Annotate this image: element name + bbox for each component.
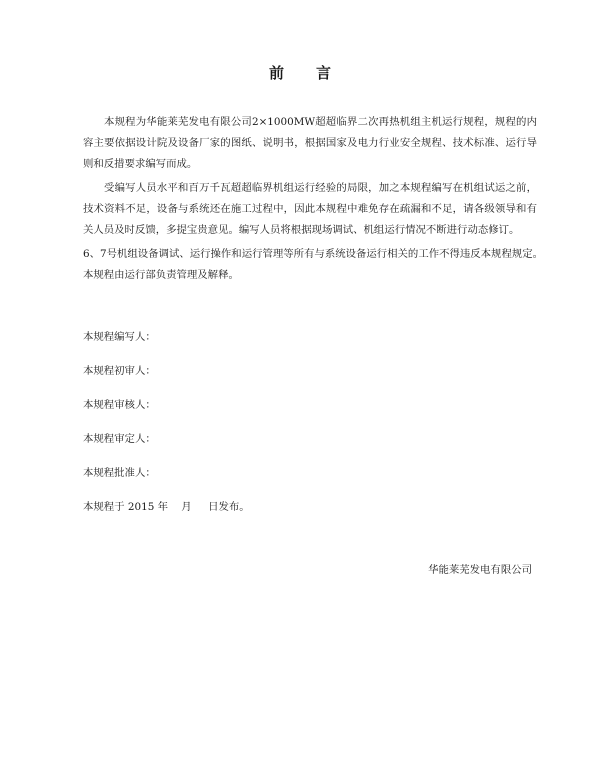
- paragraph-scope: 本规程为华能莱芜发电有限公司2×1000MW超超临界二次再热机组主机运行规程，规程的内容主要依据设计院及设备厂家的图纸、说明书，根据国家及电力行业安全规程、技术标准、运行导则和反措要求编写而成。: [83, 116, 537, 170]
- initial-reviewer-field: 本规程初审人：: [83, 365, 156, 377]
- intro-paragraph: [83, 112, 537, 175]
- paragraph-limitations: 受编写人员水平和百万千瓦超超临界机组运行经验的局限，加之本规程编写在机组试运之前，技术资料不足，设备与系统还在施工过程中，因此本规程中难免存在疏漏和不足，请各级领导和有关人员及时反馈，多提宝贵意见。编写人员将根据现场调试、机组运行情况不断进行动态修订。: [83, 182, 537, 236]
- release-date-line: 本规程于 2015 年 月 日发布。: [83, 501, 250, 513]
- page-title: 前言: [268, 64, 363, 82]
- company-name: 华能莱芜发电有限公司: [428, 564, 532, 576]
- paragraph-compliance: 6、7号机组设备调试、运行操作和运行管理等所有与系统设备运行相关的工作不得违反本规程规定。: [83, 248, 544, 260]
- writer-field: 本规程编写人：: [83, 331, 156, 343]
- limitation-paragraph: [83, 178, 537, 241]
- finalizer-field: 本规程审定人：: [83, 433, 156, 445]
- compliance-paragraph: [83, 244, 553, 265]
- auditor-field: 本规程审核人：: [83, 399, 156, 411]
- paragraph-management: 本规程由运行部负责管理及解释。: [83, 269, 239, 281]
- management-paragraph: [83, 265, 537, 286]
- approver-field: 本规程批准人：: [83, 467, 156, 479]
